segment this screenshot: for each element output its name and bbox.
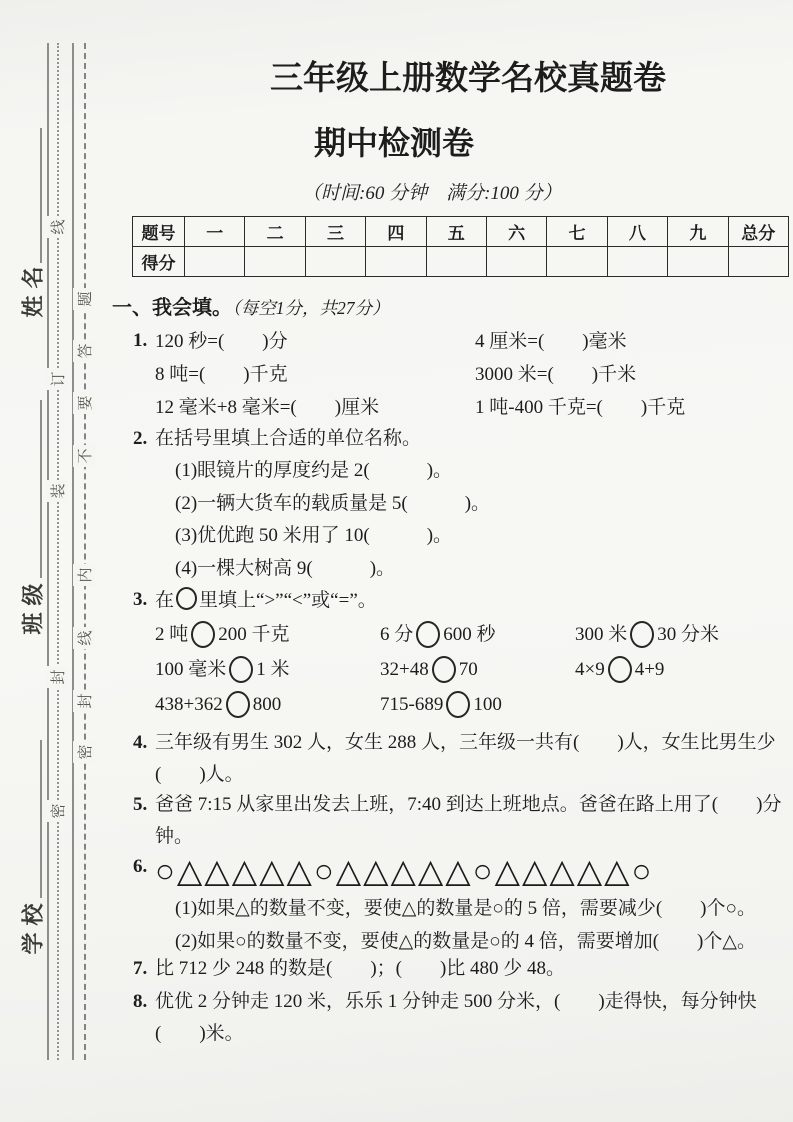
class-label bbox=[19, 580, 47, 638]
score-col-header: 一 bbox=[185, 217, 245, 247]
binding-line-char: 封 bbox=[46, 666, 68, 688]
fill-blank-item: 4 厘米=( )毫米 bbox=[475, 331, 627, 352]
compare-item bbox=[155, 654, 380, 686]
score-cell bbox=[547, 247, 607, 277]
compare-left: 300 米 bbox=[575, 623, 628, 645]
seal-dashed-line bbox=[84, 43, 86, 1060]
score-cell bbox=[668, 247, 728, 277]
question-4 bbox=[133, 727, 789, 791]
score-table bbox=[132, 216, 789, 277]
score-cell bbox=[305, 247, 365, 277]
score-col-header: 六 bbox=[486, 217, 546, 247]
compare-row bbox=[155, 652, 789, 687]
fill-blank-item: 3000 米=( )千米 bbox=[475, 364, 637, 385]
compare-left: 2 吨 bbox=[155, 623, 189, 645]
name-label bbox=[19, 263, 47, 321]
compare-circle-icon bbox=[446, 691, 470, 718]
score-col-header: 二 bbox=[245, 217, 305, 247]
score-col-header: 五 bbox=[426, 217, 486, 247]
question-text: 比 712 少 248 的数是( )；( )比 480 少 48。 bbox=[155, 958, 566, 979]
compare-circle-icon bbox=[226, 691, 250, 718]
seal-line-char: 线 bbox=[73, 627, 95, 649]
compare-circle-icon bbox=[608, 656, 632, 683]
stem-text: 在 bbox=[155, 590, 175, 611]
seal-line-char: 封 bbox=[73, 690, 95, 712]
score-cell bbox=[486, 247, 546, 277]
seal-line-char: 题 bbox=[73, 288, 95, 310]
question-5 bbox=[133, 789, 789, 853]
compare-circle-icon bbox=[229, 656, 253, 683]
vertical-label-char: 姓 bbox=[20, 295, 46, 318]
compare-left: 6 分 bbox=[380, 623, 414, 645]
score-cell bbox=[607, 247, 667, 277]
section-note: （每空1分，共27分） bbox=[232, 298, 390, 318]
compare-circle-icon bbox=[416, 621, 440, 648]
compare-item bbox=[155, 689, 380, 721]
binding-line-char: 线 bbox=[46, 216, 68, 238]
binding-dotted-line bbox=[57, 43, 59, 1060]
score-cell bbox=[185, 247, 245, 277]
question-text: 三年级有男生 302 人，女生 288 人，三年级一共有( )人，女生比男生少( )人。 bbox=[155, 732, 776, 785]
question-7 bbox=[133, 953, 789, 985]
binding-line-char: 订 bbox=[46, 368, 68, 390]
score-col-header: 七 bbox=[547, 217, 607, 247]
score-table-header-row bbox=[133, 217, 789, 247]
score-cell bbox=[728, 247, 788, 277]
sub-item: (1)眼镜片的厚度约是 2( )。 bbox=[175, 460, 453, 481]
sub-item: (2)如果○的数量不变，要使△的数量是○的 4 倍，需要增加( )个△。 bbox=[175, 930, 756, 952]
score-row-label: 得分 bbox=[133, 247, 185, 277]
compare-circle-icon bbox=[630, 621, 654, 648]
fill-blank-row bbox=[155, 391, 789, 424]
compare-left: 32+48 bbox=[380, 658, 429, 680]
score-table-score-row bbox=[133, 247, 789, 277]
score-col-header: 九 bbox=[668, 217, 728, 247]
seal-line-char: 要 bbox=[73, 392, 95, 414]
sub-item: (4)一棵大树高 9( )。 bbox=[175, 557, 396, 579]
compare-row bbox=[155, 687, 789, 722]
compare-left: 438+362 bbox=[155, 693, 223, 715]
question-text: 爸爸 7:15 从家里出发去上班，7:40 到达上班地点。爸爸在路上用了( )分钟。 bbox=[155, 794, 782, 847]
question-3 bbox=[133, 584, 789, 722]
vertical-label-char: 学 bbox=[20, 932, 46, 955]
compare-right: 100 bbox=[473, 693, 502, 715]
compare-right: 1 米 bbox=[256, 658, 290, 680]
question-2 bbox=[133, 423, 789, 585]
fill-blank-row bbox=[155, 325, 789, 358]
vertical-label-char: 校 bbox=[20, 903, 46, 926]
sub-item: (1)如果△的数量不变，要使△的数量是○的 5 倍，需要减少( )个○。 bbox=[175, 898, 756, 919]
exam-meta: （时间:60 分钟 满分:100 分） bbox=[302, 183, 562, 204]
fill-blank-row bbox=[155, 358, 789, 391]
score-col-header: 三 bbox=[305, 217, 365, 247]
sub-item: (3)优优跑 50 米用了 10( )。 bbox=[175, 525, 453, 546]
binding-line-char: 密 bbox=[46, 800, 68, 822]
sub-item: (2)一辆大货车的载质量是 5( )。 bbox=[175, 492, 491, 514]
compare-circle-icon bbox=[176, 587, 197, 610]
compare-row bbox=[155, 617, 789, 652]
score-cell bbox=[245, 247, 305, 277]
question-number: 7. bbox=[133, 958, 148, 979]
section-title: 一、我会填。 bbox=[112, 297, 232, 319]
fill-blank-item: 120 秒=( )分 bbox=[155, 331, 288, 352]
question-stem: 在括号里填上合适的单位名称。 bbox=[155, 428, 422, 449]
fill-blank-item: 1 吨-400 千克=( )千克 bbox=[475, 397, 686, 418]
question-number: 3. bbox=[133, 589, 148, 610]
school-label bbox=[19, 900, 47, 958]
section-one-heading bbox=[112, 291, 390, 320]
compare-right: 800 bbox=[252, 693, 282, 715]
fill-blank-item: 12 毫米+8 毫米=( )厘米 bbox=[155, 397, 380, 418]
binding-outer-line bbox=[72, 43, 74, 1060]
binding-line-char: 装 bbox=[46, 480, 68, 502]
page-title: 三年级上册数学名校真题卷 bbox=[270, 61, 666, 97]
stem-text: 里填上“>”“<”或“=”。 bbox=[199, 590, 377, 611]
question-8 bbox=[133, 986, 789, 1050]
seal-line-char: 不 bbox=[73, 445, 95, 467]
question-6 bbox=[133, 851, 789, 958]
seal-line-char: 答 bbox=[73, 340, 95, 362]
question-number: 6. bbox=[133, 856, 148, 877]
score-cell bbox=[366, 247, 426, 277]
score-col-header: 题号 bbox=[133, 217, 185, 247]
question-stem bbox=[155, 584, 789, 617]
compare-right: 30 分米 bbox=[657, 623, 720, 645]
compare-item bbox=[575, 619, 719, 651]
vertical-label-char: 级 bbox=[20, 583, 46, 606]
question-number: 5. bbox=[133, 794, 148, 815]
school-blank-line bbox=[40, 740, 42, 898]
fill-blank-item: 8 吨=( )千克 bbox=[155, 364, 288, 385]
question-1 bbox=[133, 325, 789, 424]
class-blank-line bbox=[40, 400, 42, 578]
compare-circle-icon bbox=[432, 656, 456, 683]
compare-item bbox=[380, 619, 575, 651]
circle-triangle-sequence: ○△△△△△○△△△△△○△△△△△○ bbox=[155, 854, 654, 890]
score-cell bbox=[426, 247, 486, 277]
vertical-label-char: 班 bbox=[20, 612, 46, 635]
question-text: 优优 2 分钟走 120 米，乐乐 1 分钟走 500 分米，( )走得快，每分钟快( )米。 bbox=[155, 991, 757, 1044]
compare-left: 100 毫米 bbox=[155, 658, 227, 680]
compare-right: 4+9 bbox=[634, 658, 665, 680]
score-col-header: 四 bbox=[366, 217, 426, 247]
vertical-label-char: 名 bbox=[20, 266, 46, 289]
compare-item bbox=[575, 654, 664, 686]
compare-right: 600 秒 bbox=[443, 623, 496, 645]
seal-line-char: 密 bbox=[73, 741, 95, 763]
compare-left: 4×9 bbox=[575, 658, 605, 680]
compare-item bbox=[380, 689, 502, 721]
question-number: 8. bbox=[133, 991, 148, 1012]
score-col-header: 总分 bbox=[728, 217, 788, 247]
compare-right: 200 千克 bbox=[218, 623, 290, 645]
compare-item bbox=[380, 654, 575, 686]
name-blank-line bbox=[40, 128, 42, 263]
question-number: 1. bbox=[133, 330, 148, 351]
question-number: 2. bbox=[133, 428, 148, 449]
compare-left: 715-689 bbox=[380, 693, 444, 715]
score-col-header: 八 bbox=[607, 217, 667, 247]
compare-item bbox=[155, 619, 380, 651]
question-number: 4. bbox=[133, 732, 148, 753]
seal-line-char: 内 bbox=[73, 564, 95, 586]
compare-right: 70 bbox=[458, 658, 478, 680]
page-subtitle: 期中检测卷 bbox=[314, 125, 475, 161]
compare-circle-icon bbox=[191, 621, 215, 648]
